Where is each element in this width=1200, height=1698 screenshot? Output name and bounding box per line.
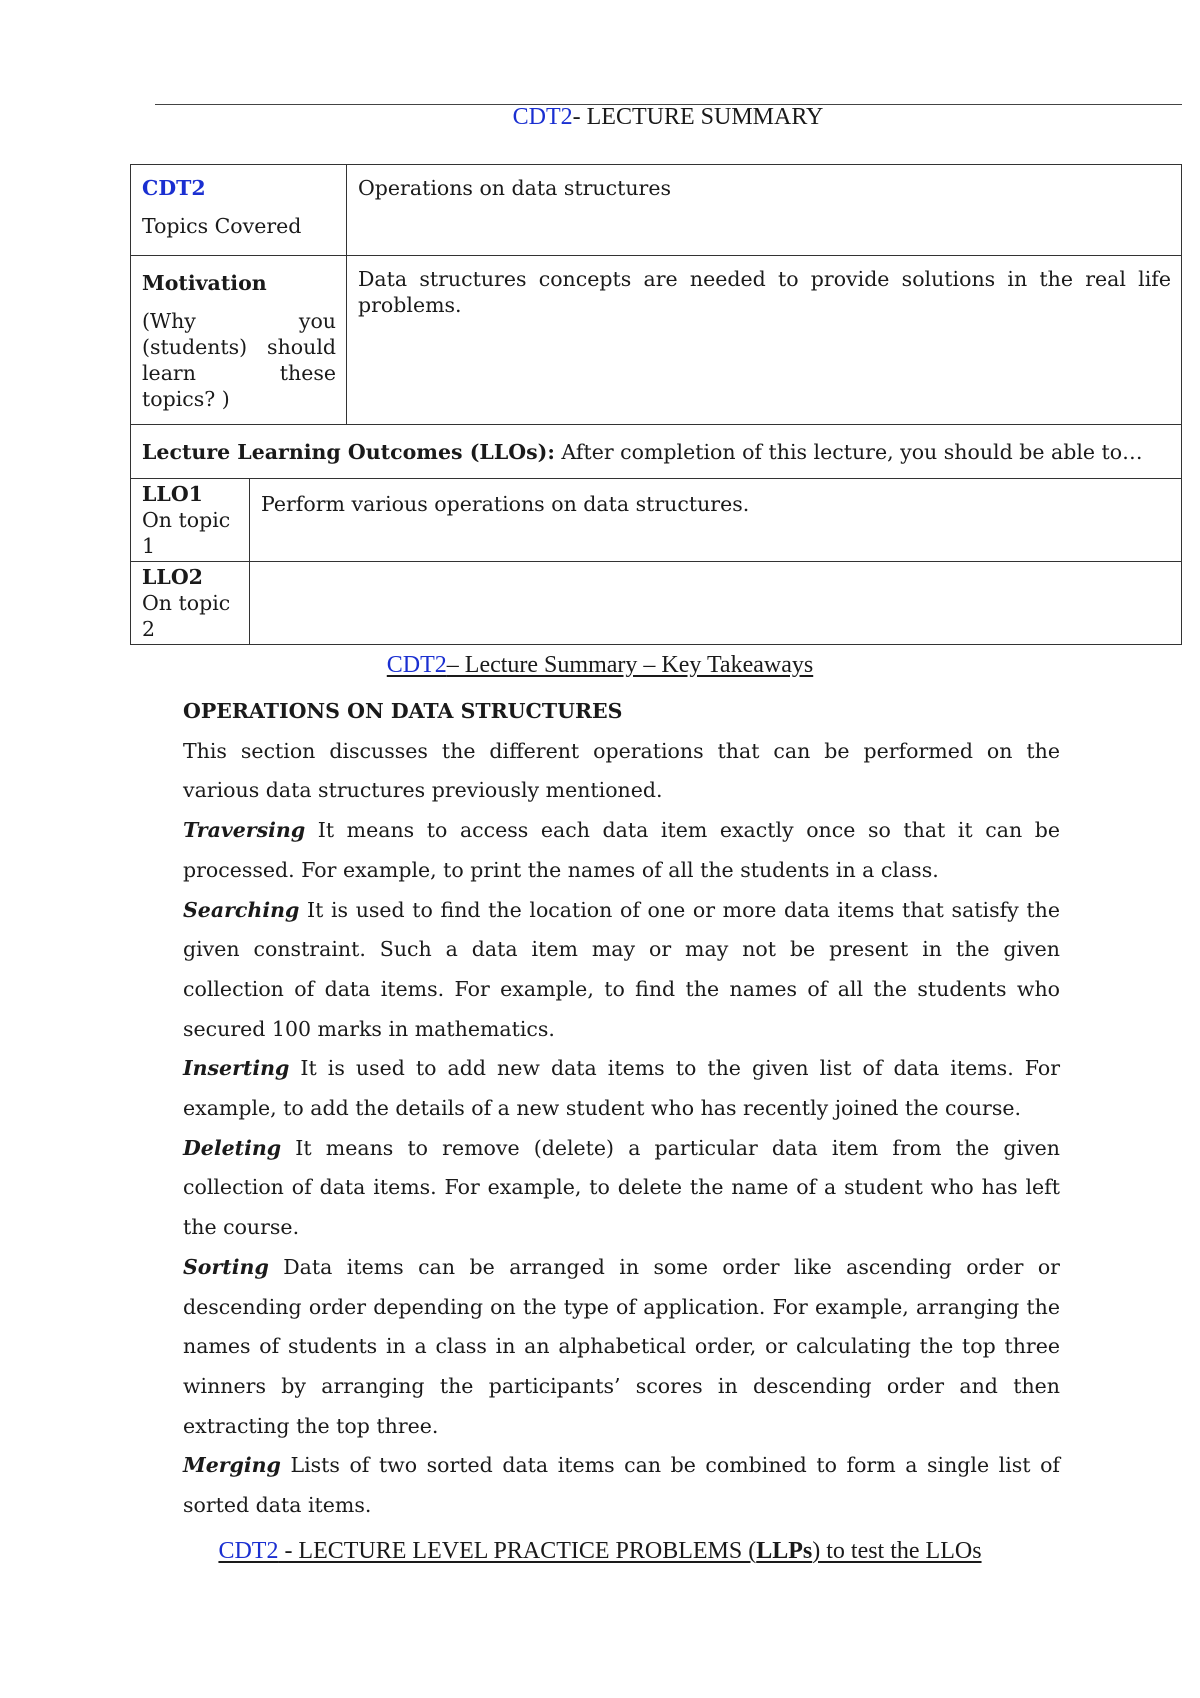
topics-label: Topics Covered [142, 214, 302, 238]
topics-value: Operations on data structures [358, 176, 671, 200]
operation-term: Searching [183, 897, 300, 922]
operation-term: Inserting [183, 1056, 290, 1081]
page-title [0, 104, 1200, 131]
topics-value-cell [347, 165, 1182, 256]
operation-term: Merging [183, 1453, 281, 1478]
section-heading: OPERATIONS ON DATA STRUCTURES [183, 699, 623, 723]
operation-searching [183, 891, 1060, 1050]
operation-text: It is used to add new data items to the given list of data items. For example, to add the details of a new student who has recently joined the course. [183, 1056, 1060, 1121]
motivation-label-cell [131, 256, 347, 425]
operation-deleting [183, 1129, 1060, 1248]
key-takeaways-title [0, 652, 1200, 679]
page-title-code: CDT2 [512, 104, 573, 130]
practice-title-mid: - LECTURE LEVEL PRACTICE PROBLEMS ( [278, 1538, 757, 1564]
motivation-sublabel: (Why you (students) should learn these topics? ) [142, 309, 336, 411]
llo2-label-cell [131, 562, 250, 645]
operation-text: It means to remove (delete) a particular data item from the given collection of data items. For example, to delete the name of a student who has left the course. [183, 1135, 1060, 1240]
key-takeaways-title-text: – Lecture Summary – Key Takeaways [446, 652, 814, 678]
llo-header-cell [131, 425, 1182, 479]
intro-paragraph: This section discusses the different operations that can be performed on the various data structures previously mentioned. [183, 738, 1060, 803]
practice-code: CDT2 [218, 1538, 279, 1564]
llo1-text-cell [250, 479, 1182, 562]
llo2-text-cell [250, 562, 1182, 645]
llo-header-text: After completion of this lecture, you should be able to… [554, 439, 1143, 464]
operation-term: Traversing [183, 818, 306, 843]
operation-term: Sorting [183, 1254, 269, 1279]
llo1-row [131, 479, 1182, 562]
practice-title-bold: LLPs [756, 1538, 813, 1564]
operation-text: Data items can be arranged in some order like ascending order or descending order depending on the type of application. For example, arranging the names of students in a class in an alphabetical order, or calculating the top three winners by arranging the participants’ scores in descending order and then extracting the top three. [183, 1254, 1060, 1438]
operation-traversing [183, 811, 1060, 890]
motivation-row [131, 256, 1182, 425]
key-takeaways-code: CDT2 [386, 652, 447, 678]
llo1-label-cell [131, 479, 250, 562]
llo-header-row [131, 425, 1182, 479]
key-takeaways-body [183, 692, 1060, 1526]
operation-text: It means to access each data item exactly once so that it can be processed. For example, to print the names of all the students in a class. [183, 818, 1060, 882]
practice-problems-title [0, 1538, 1200, 1565]
operation-text: It is used to find the location of one or more data items that satisfy the given constraint. Such a data item may or may not be present in the given collection of data items. For example, to find the names of all the students who secured 100 marks in mathematics. [183, 897, 1060, 1041]
page-title-text: - LECTURE SUMMARY [572, 104, 824, 130]
lecture-summary-table [130, 164, 1182, 645]
operation-sorting [183, 1248, 1060, 1447]
operation-inserting [183, 1049, 1060, 1128]
llo2-row [131, 562, 1182, 645]
motivation-value: Data structures concepts are needed to provide solutions in the real life problems. [358, 267, 1171, 317]
motivation-label: Motivation [142, 271, 267, 295]
topics-label-cell [131, 165, 347, 256]
llo-header-label: Lecture Learning Outcomes (LLOs): [142, 439, 555, 464]
llo2-id: LLO2 [142, 565, 203, 589]
operation-merging [183, 1446, 1060, 1525]
llo1-topic: On topic 1 [142, 508, 231, 558]
llo1-text: Perform various operations on data structures. [261, 492, 750, 516]
llo1-id: LLO1 [142, 482, 203, 506]
topics-row [131, 165, 1182, 256]
operation-term: Deleting [183, 1135, 282, 1160]
llo2-topic: On topic 2 [142, 591, 231, 641]
operation-text: Lists of two sorted data items can be combined to form a single list of sorted data items. [183, 1453, 1060, 1518]
practice-title-end: ) to test the LLOs [812, 1538, 982, 1564]
motivation-value-cell [347, 256, 1182, 425]
topics-code: CDT2 [142, 176, 206, 200]
